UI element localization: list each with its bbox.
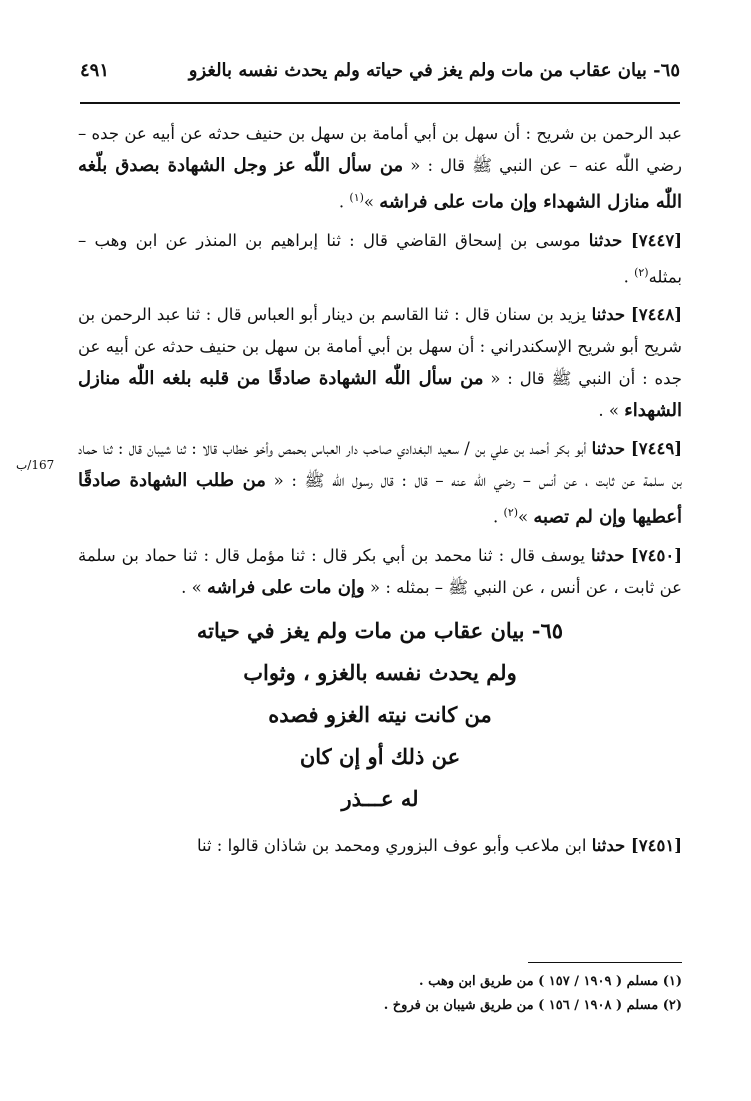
footnote-ref: (٢) [634, 265, 649, 279]
hadith-number: [٧٤٤٩] حدثنا [591, 439, 682, 458]
hadith-end: . [338, 192, 350, 212]
chapter-line: من كانت نيته الغزو فصده [268, 701, 492, 727]
quote-close: » [363, 192, 380, 212]
chapter-line: ٦٥- بيان عقاب من مات ولم يغز في حياته [196, 617, 564, 643]
hadith-end: » . [181, 577, 207, 597]
hadith-number: [٧٤٤٧] حدثنا [588, 230, 682, 250]
hadith-number: [٧٤٥٠] حدثنا [591, 545, 683, 565]
chapter-line: ولم يحدث نفسه بالغزو ، وثواب [243, 659, 517, 685]
hadith-text: أبو بكر أحمد بن علي بن / سعيد البغدادي صاحب دار العباس بحمص وأخو خطاب قالا : ثنا شيبان قال : ثنا حماد بن سلمة عن ثابت ، عن أنس – رضي اللّٰه عنه – قال : قال رسول اللّٰه ﷺ : « [78, 439, 682, 490]
margin-note: 167/ب [16, 458, 55, 472]
hadith-text: يزيد بن سنان قال : ثنا القاسم بن دينار أبو العباس قال : ثنا عبد الرحمن بن شريح أبو شريح الإسكندراني : أن سهل بن أبي أمامة بن سهل بن حنيف حدثه عن أبيه عن جده : أن النبي ﷺ قال : « [78, 305, 682, 388]
footnote-2: (٢) مسلم ( ١٩٠٨ / ١٥٦ ) من طريق شيبان بن فروخ . [383, 998, 682, 1013]
hadith-number: [٧٤٥١] حدثنا [591, 835, 682, 855]
hadith-end: . [623, 267, 635, 286]
hadith-7451 [78, 830, 682, 862]
hadith-text: موسى بن إسحاق القاضي قال : ثنا إبراهيم بن المنذر عن ابن وهب – بمثله [78, 230, 682, 286]
hadith-continuation [78, 118, 682, 219]
chapter-line: له عـــذر [341, 785, 419, 811]
hadith-7447 [78, 225, 682, 294]
page-number: ٤٩١ [80, 60, 110, 81]
header-title: ٦٥- بيان عقاب من مات ولم يغز في حياته ولم يحدث نفسه بالغزو [188, 60, 680, 81]
footnote-ref: (١) [349, 191, 364, 204]
hadith-quote: من سأل اللّٰه عز وجل الشهادة بصدق بلّغه اللّٰه منازل الشهداء وإن مات على فراشه [78, 155, 682, 213]
quote-close: » [518, 507, 534, 527]
hadith-text: عبد الرحمن بن شريح : أن سهل بن أبي أمامة بن سهل بن حنيف حدثه عن أبيه عن جده – رضي اللّٰه عنه – عن النبي ﷺ قال : « [78, 124, 682, 175]
chapter-line: عن ذلك أو إن كان [299, 743, 461, 769]
hadith-7448 [78, 299, 682, 427]
hadith-quote: من سأل اللّٰه الشهادة صادقًا من قلبه بلغه اللّٰه منازل الشهداء [78, 368, 682, 421]
hadith-7450 [78, 540, 682, 604]
hadith-end: . [493, 507, 504, 527]
footnote-1: (١) مسلم ( ١٩٠٩ / ١٥٧ ) من طريق ابن وهب . [419, 974, 682, 989]
chapter-heading [78, 610, 682, 820]
header-rule [80, 102, 680, 104]
hadith-quote: من طلب الشهادة صادقًا أعطيها وإن لم تصبه [78, 470, 682, 528]
footnote-ref: (٢) [503, 506, 519, 519]
hadith-text: ابن ملاعب وأبو عوف البزوري ومحمد بن شاذان قالوا : ثنا [196, 835, 592, 855]
footnotes [78, 970, 682, 1018]
running-header [80, 56, 680, 98]
hadith-quote: وإن مات على فراشه [206, 576, 365, 598]
footnote-rule [528, 962, 682, 963]
hadith-end: » . [598, 401, 625, 420]
hadith-number: [٧٤٤٨] حدثنا [591, 305, 682, 324]
hadith-7449 [78, 433, 682, 534]
body-text [78, 118, 682, 868]
hadith-text: يوسف قال : ثنا محمد بن أبي بكر قال : ثنا مؤمل قال : ثنا حماد بن سلمة عن ثابت ، عن أنس ، عن النبي ﷺ – بمثله : « [78, 545, 682, 597]
